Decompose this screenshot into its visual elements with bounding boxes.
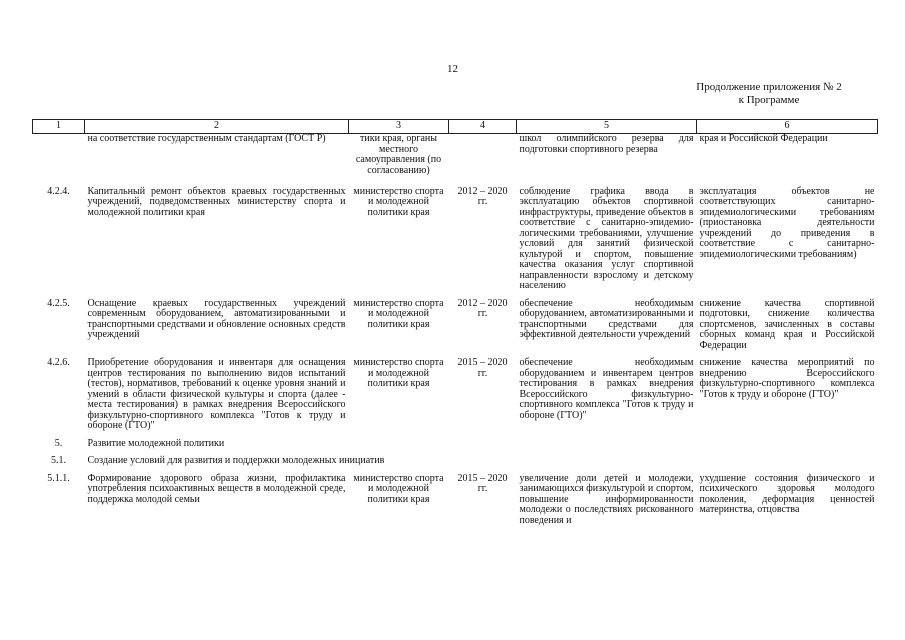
period-cell: 2012 – 2020 гг. xyxy=(457,185,508,207)
section-title: Развитие молодежной политики xyxy=(87,437,225,449)
table-row xyxy=(33,134,878,186)
consequence-cell: эксплуатация объектов не соответствующих санитарно-эпидемиологическими требованиям (приостановка деятельности учреждений до приведения в соответствие с санитарно-эпидемиологическими требованиям) xyxy=(699,185,875,260)
row-number: 4.2.4. xyxy=(47,185,70,197)
period-cell xyxy=(449,134,517,186)
period-cell: 2012 – 2020 гг. xyxy=(457,297,508,319)
subsection-row xyxy=(33,455,878,473)
subsection-title: Создание условий для развития и поддержки молодежных инициатив xyxy=(87,455,385,466)
executor-cell: министерство спорта и молодежной политики края xyxy=(353,472,444,505)
row-number: 4.2.5. xyxy=(47,297,70,309)
section-row xyxy=(33,438,878,456)
result-cell: обеспечение необходимым оборудованием, автоматизированными и транспортными средствами для эффективной деятельности учреждений xyxy=(519,297,694,340)
measure-cell: Оснащение краевых государственных учреждений современным оборудованием, автоматизированными и транспортными средствами и обновление основных средств учреждений xyxy=(87,297,346,340)
section-number: 5. xyxy=(54,437,63,449)
result-cell: обеспечение необходимым оборудованием и инвентарем центров тестирования в рамках внедрения Всероссийского физкультурно-спортивного комплекса "Готов к труду и обороне (ГТО)" xyxy=(519,357,694,421)
consequence-cell: снижение качества спортивной подготовки, снижение количества спортсменов, зачисленных в составы сборных команд края и Российской Федерации xyxy=(699,297,875,351)
result-cell: школ олимпийского резерва для подготовки спортивного резерва xyxy=(519,133,694,155)
column-header-6: 6 xyxy=(697,120,878,134)
table-row xyxy=(33,298,878,358)
executor-cell: министерство спорта и молодежной политики края xyxy=(353,185,444,218)
period-cell: 2015 – 2020 гг. xyxy=(457,357,508,379)
table-header-row xyxy=(33,120,878,134)
table-row xyxy=(33,186,878,298)
executor-cell: министерство спорта и молодежной политики края xyxy=(353,297,444,330)
executor-cell: министерство спорта и молодежной политики края xyxy=(353,357,444,389)
column-header-4: 4 xyxy=(449,120,517,134)
page-number: 12 xyxy=(447,63,458,75)
table-row xyxy=(33,473,878,533)
executor-cell: тики края, органы местного самоуправления (по согласованию) xyxy=(355,133,442,176)
result-cell: увеличение доли детей и молодежи, занимающихся физкультурой и спортом, повышение информированности молодежи о последствиях рискованного поведения и xyxy=(519,472,694,526)
continuation-note xyxy=(669,81,869,107)
continuation-line-1: Продолжение приложения № 2 xyxy=(696,81,842,93)
row-number: 4.2.6. xyxy=(47,357,70,368)
measure-cell: Приобретение оборудования и инвентаря для оснащения центров тестирования по выполнению видов испытаний (тестов), нормативов, требований к оценке уровня знаний и умений в области физической культуры и спорта (далее - места тестирования) в рамках внедрения Всероссийского физкультурно-спортивного комплекса "Готов к труду и обороне (ГТО)" xyxy=(87,357,346,431)
measure-cell: Формирование здорового образа жизни, профилактика употребления психоактивных веществ в молодежной среде, поддержка молодой семьи xyxy=(87,472,346,505)
column-header-5: 5 xyxy=(517,120,697,134)
row-number xyxy=(33,134,85,186)
continuation-line-2: к Программе xyxy=(738,94,800,106)
column-header-1: 1 xyxy=(33,120,85,134)
subsection-number: 5.1. xyxy=(51,455,66,466)
result-cell: соблюдение графика ввода в эксплуатацию объектов спортивной инфраструктуры, приведение объектов в соответствие с санитарно-эпидемио-логическими требованиями, улучшение условий для занятий физической культурой и спортом, повышение качества оказания услуг спортивной направленности взрослому и детскому населению xyxy=(519,185,694,291)
measure-cell: Капитальный ремонт объектов краевых государственных учреждений, подведомственных министерству спорта и молодежной политики края xyxy=(87,185,346,218)
program-table xyxy=(32,119,878,532)
table-row xyxy=(33,357,878,438)
column-header-3: 3 xyxy=(349,120,449,134)
column-header-2: 2 xyxy=(85,120,349,134)
consequence-cell: края и Российской Федерации xyxy=(699,133,828,144)
measure-cell: на соответствие государственным стандартам (ГОСТ Р) xyxy=(87,133,326,144)
row-number: 5.1.1. xyxy=(47,472,70,484)
consequence-cell: ухудшение состояния физического и психического здоровья молодого поколения, деформация ценностей материнства, отцовства xyxy=(699,472,875,515)
consequence-cell: снижение качества мероприятий по внедрению Всероссийского физкультурно-спортивного комплекса "Готов к труду и обороне (ГТО)" xyxy=(699,357,875,400)
period-cell: 2015 – 2020 гг. xyxy=(457,472,508,494)
